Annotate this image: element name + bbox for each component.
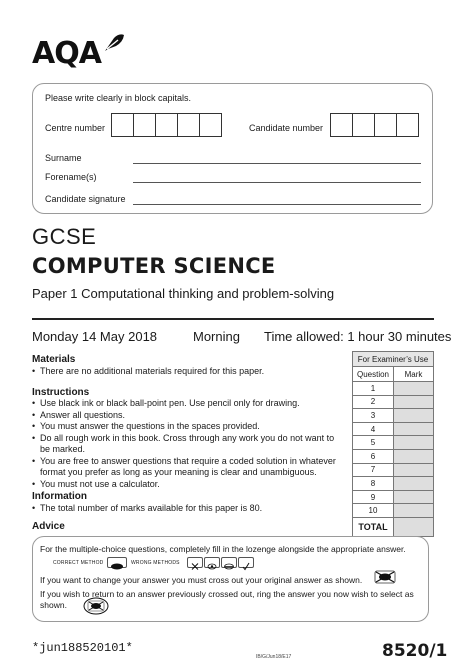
surname-field[interactable] [133,163,421,164]
question-number: 4 [353,422,394,436]
paper-code: 8520/1 [382,641,448,661]
question-number: 5 [353,436,394,450]
ringed-lozenge-icon [83,597,109,615]
table-row [353,382,434,396]
list-item: • The total number of marks available for this paper is 80. [32,503,342,515]
candidate-number-field[interactable] [330,113,418,137]
advice-box [32,536,429,622]
candidate-number-cell[interactable] [374,113,397,137]
advice-lozenge-text: For the multiple-choice questions, completely fill in the lozenge alongside the appropriate answer. [40,544,406,554]
brand-name: AQA [32,36,101,71]
mark-cell [394,463,434,477]
wrong-lozenge-example [187,557,203,568]
question-number: 8 [353,477,394,491]
total-mark-cell [394,517,434,536]
signature-field[interactable] [133,204,421,205]
mark-cell [394,477,434,491]
advice-heading: Advice [32,521,65,532]
table-row [353,436,434,450]
total-label: TOTAL [353,517,394,536]
scribble-lozenge-icon [222,562,236,571]
question-number: 1 [353,382,394,396]
mark-cell [394,449,434,463]
table-row [353,449,434,463]
divider [32,318,434,320]
list-item: • There are no additional materials required for this paper. [32,366,342,378]
examiner-use-table [352,351,434,537]
information-list [32,503,342,515]
dot-lozenge-icon [205,562,219,571]
qualification-title: GCSE [32,224,97,249]
question-number: 3 [353,409,394,423]
signature-label: Candidate signature [45,194,126,204]
question-number: 9 [353,490,394,504]
materials-heading: Materials [32,354,76,365]
aqa-leaf-icon [103,34,125,52]
question-number: 2 [353,395,394,409]
information-heading: Information [32,491,87,502]
candidate-number-cell[interactable] [396,113,419,137]
block-capitals-instruction: Please write clearly in block capitals. [45,93,192,103]
crossed-out-lozenge-icon [374,570,396,584]
list-item: • You must not use a calculator. [32,479,342,491]
centre-number-cell[interactable] [177,113,200,137]
centre-number-label: Centre number [45,123,106,133]
candidate-number-cell[interactable] [352,113,375,137]
advice-return-text-cont: shown. [40,600,67,610]
question-number: 6 [353,449,394,463]
mark-cell [394,490,434,504]
wrong-lozenge-example [204,557,220,568]
surname-label: Surname [45,153,82,163]
filled-lozenge-icon [108,562,126,571]
wrong-lozenge-example [221,557,237,568]
list-item: • Use black ink or black ball-point pen. Use pencil only for drawing. [32,398,342,410]
table-row [353,504,434,518]
subject-title: COMPUTER SCIENCE [32,254,276,278]
centre-number-field[interactable] [111,113,221,137]
examiner-table-title: For Examiner’s Use [353,352,434,367]
centre-number-cell[interactable] [155,113,178,137]
question-number: 10 [353,504,394,518]
exam-date: Monday 14 May 2018 [32,329,158,344]
candidate-number-label: Candidate number [249,123,324,133]
advice-change-text: If you want to change your answer you must cross out your original answer as shown. [40,575,363,585]
correct-lozenge-example [107,557,127,568]
mark-cell [394,395,434,409]
candidate-details-box [32,83,433,214]
candidate-number-cell[interactable] [330,113,353,137]
forenames-field[interactable] [133,182,421,183]
time-allowed: Time allowed: 1 hour 30 minutes [264,329,452,344]
table-row [353,477,434,491]
mark-cell [394,382,434,396]
barcode-text: *jun188520101* [32,641,133,655]
aqa-logo [32,34,125,74]
wrong-lozenge-example [238,557,254,568]
table-row [353,422,434,436]
correct-method-label: CORRECT METHOD [53,560,104,566]
question-number: 7 [353,463,394,477]
mark-cell [394,409,434,423]
wrong-methods-label: WRONG METHODS [131,560,180,566]
centre-number-cell[interactable] [133,113,156,137]
mark-cell [394,504,434,518]
forenames-label: Forename(s) [45,172,97,182]
table-row [353,463,434,477]
cross-lozenge-icon [188,562,202,571]
centre-number-cell[interactable] [199,113,222,137]
exam-session: Morning [193,329,240,344]
centre-number-cell[interactable] [111,113,134,137]
paper-title: Paper 1 Computational thinking and problem-solving [32,286,335,301]
reference-code: IB/G/Jun18/E17 [256,654,292,660]
mark-cell [394,436,434,450]
list-item: • You are free to answer questions that require a coded solution in whatever format you prefer as long as your meaning is clear and unambiguous. [32,456,342,479]
table-row [353,409,434,423]
instructions-list [32,398,342,490]
mark-cell [394,422,434,436]
materials-list [32,366,342,378]
tick-lozenge-icon [239,562,253,571]
total-row [353,517,434,536]
mark-column-header: Mark [394,367,434,382]
question-column-header: Question [353,367,394,382]
instructions-heading: Instructions [32,387,90,398]
advice-return-text: If you wish to return to an answer previously crossed out, ring the answer you now wish to select as [40,589,414,599]
list-item: • Answer all questions. [32,410,342,422]
table-row [353,395,434,409]
table-row [353,490,434,504]
list-item: • Do all rough work in this book. Cross through any work you do not want to be marked. [32,433,342,456]
list-item: • You must answer the questions in the spaces provided. [32,421,342,433]
